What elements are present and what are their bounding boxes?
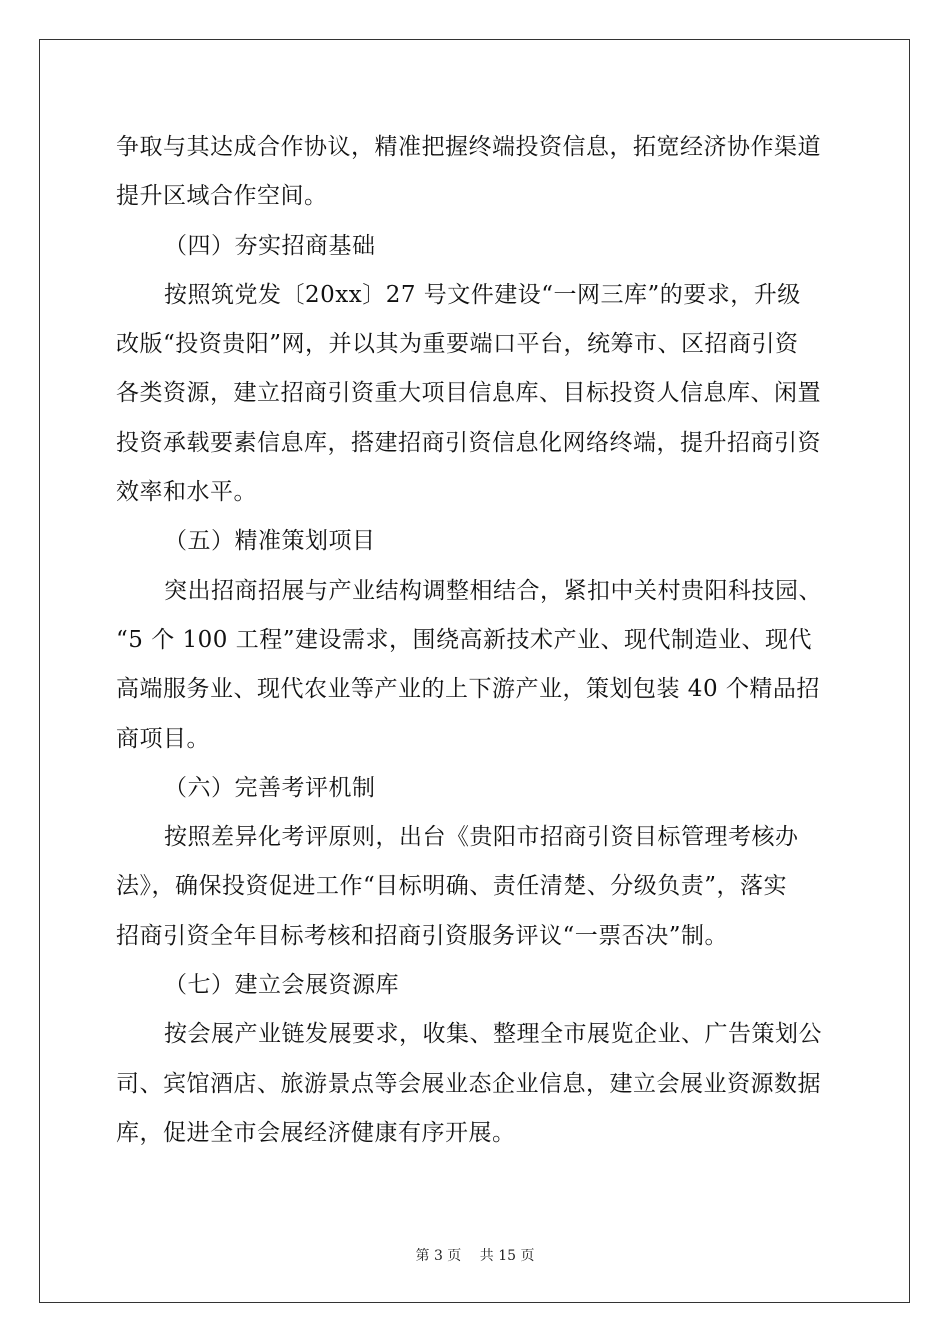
- text-line: 改版“投资贵阳”网，并以其为重要端口平台，统筹市、区招商引资: [116, 331, 799, 358]
- text-line: 按照筑党发〔20xx〕27 号文件建设“一网三库”的要求，升级: [164, 281, 801, 308]
- text-line: 突出招商招展与产业结构调整相结合，紧扣中关村贵阳科技园、: [164, 577, 822, 604]
- text-line: （四）夯实招商基础: [164, 232, 376, 259]
- text-line: 按照差异化考评原则，出台《贵阳市招商引资目标管理考核办: [164, 824, 799, 851]
- text-line: （七）建立会展资源库: [164, 972, 399, 999]
- text-line: 招商引资全年目标考核和招商引资服务评议“一票否决”制。: [116, 922, 729, 949]
- text-line: 库，促进全市会展经济健康有序开展。: [116, 1119, 516, 1146]
- page-number: 第 3 页: [415, 1248, 462, 1264]
- text-line: 投资承载要素信息库，搭建招商引资信息化网络终端，提升招商引资: [116, 429, 821, 456]
- text-line: （五）精准策划项目: [164, 528, 376, 555]
- document-body: [116, 123, 836, 1158]
- text-line: 按会展产业链发展要求，收集、整理全市展览企业、广告策划公: [164, 1021, 822, 1048]
- text-line: 争取与其达成合作协议，精准把握终端投资信息，拓宽经济协作渠道: [116, 134, 821, 160]
- text-line: 法》，确保投资促进工作“目标明确、责任清楚、分级负责”，落实: [116, 873, 788, 900]
- text-line: 司、宾馆酒店、旅游景点等会展业态企业信息，建立会展业资源数据: [116, 1070, 821, 1097]
- text-line: （六）完善考评机制: [164, 774, 376, 801]
- text-line: “5 个 100 工程”建设需求，围绕高新技术产业、现代制造业、现代: [116, 626, 812, 653]
- text-line: 各类资源，建立招商引资重大项目信息库、目标投资人信息库、闲置: [116, 380, 821, 407]
- text-line: 高端服务业、现代农业等产业的上下游产业，策划包装 40 个精品招: [116, 676, 820, 703]
- text-line: 效率和水平。: [116, 479, 257, 506]
- text-line: 提升区域合作空间。: [116, 183, 328, 210]
- text-line: 商项目。: [116, 725, 210, 752]
- page-footer: [0, 1245, 950, 1265]
- page-total: 共 15 页: [479, 1248, 535, 1264]
